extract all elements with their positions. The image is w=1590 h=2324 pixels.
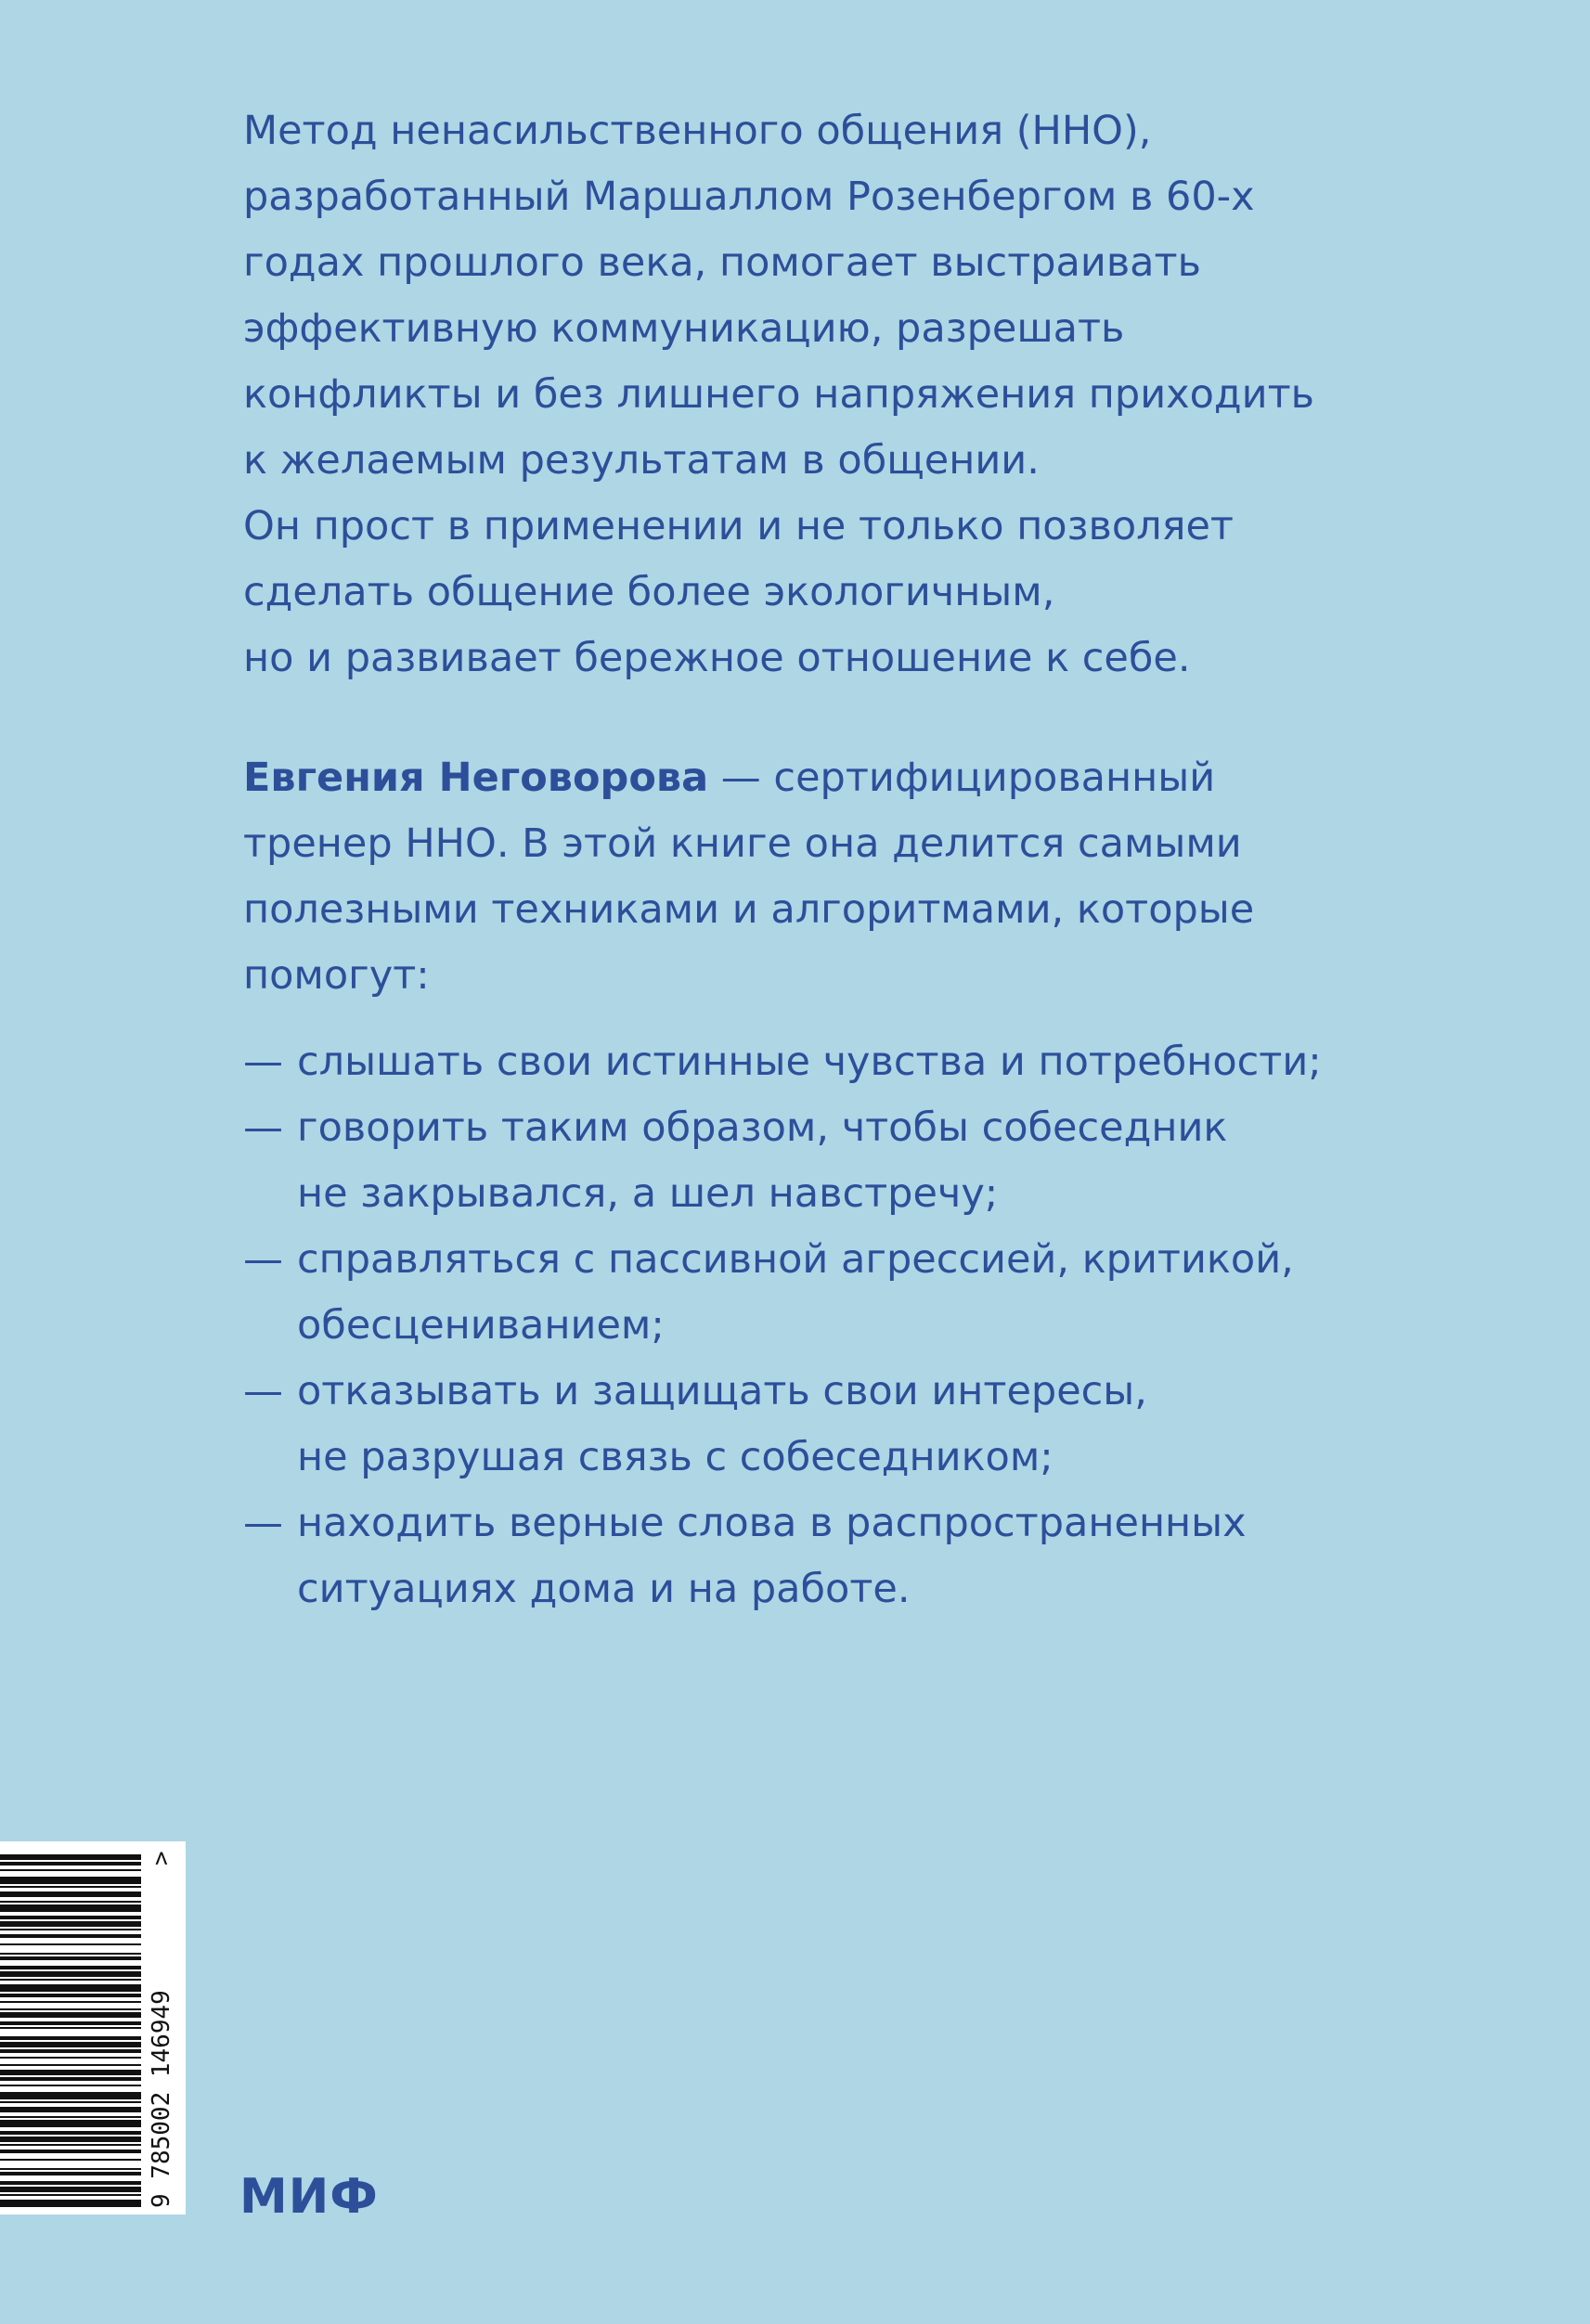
list-item [243,1227,1394,1359]
benefits-list [243,1029,1394,1622]
barcode-bar [0,1862,141,1866]
intro-line: разработанный Маршаллом Розенбергом в 60-х [243,174,1255,220]
isbn-barcode [0,1841,186,2214]
list-item-text: находить верные слова в распространенных [297,1500,1247,1546]
list-dash: — [243,1104,283,1151]
barcode-bar [0,1971,141,1977]
barcode-bar [0,1984,141,1992]
barcode-bar [0,2070,141,2075]
barcode-bar [0,1916,141,1919]
list-item-text: не разрушая связь с собеседником; [297,1434,1054,1480]
author-line [243,745,1394,811]
barcode-bar [0,2194,141,2196]
list-dash: — [243,1039,283,1085]
publisher-logo: МИФ [239,2169,379,2225]
intro-line: Метод ненасильственного общения (ННО), [243,108,1152,154]
list-dash: — [243,1236,283,1283]
isbn-arrow: > [148,1851,175,1866]
barcode-bar [0,2077,141,2081]
author-paragraph [243,745,1394,1009]
author-line: полезными техниками и алгоритмами, которые [243,886,1255,933]
barcode-bars [0,1854,141,2207]
barcode-bar [0,2008,141,2010]
list-item-text: ситуациях дома и на работе. [297,1566,911,1612]
list-item [243,1359,1394,1491]
list-dash: — [243,1368,283,1414]
list-item-text: не закрывался, а шел навстречу; [297,1170,999,1217]
list-item [243,1491,1394,1622]
barcode-bar [0,1891,141,1897]
list-dash: — [243,1500,283,1546]
barcode-bar [0,1994,141,1997]
isbn-digits: 9 785002 146949 [148,1990,175,2208]
intro-line: сделать общение более экологичным, [243,569,1055,615]
list-item-text: слышать свои истинные чувства и потребности; [297,1039,1322,1085]
barcode-bar [0,1921,141,1927]
barcode-bar [0,2150,141,2153]
author-line: тренер ННО. В этой книге она делится самыми [243,820,1242,867]
barcode-bar [0,2049,141,2053]
list-item-text: отказывать и защищать свои интересы, [297,1368,1147,1414]
intro-paragraph [243,98,1394,691]
barcode-bar [0,2064,141,2066]
barcode-bar [0,2116,141,2118]
intro-line: Он прост в применении и не только позволяет [243,503,1234,549]
barcode-bar [0,2120,141,2127]
barcode-bar [0,2057,141,2059]
barcode-graphic [0,1841,186,2214]
list-item-text: справляться с пассивной агрессией, критикой, [297,1236,1294,1283]
barcode-bar [0,1929,141,1930]
barcode-bar [0,2012,141,2018]
barcode-bar [0,2042,141,2047]
intro-line: но и развивает бережное отношение к себе. [243,635,1191,681]
author-name: Евгения Неговорова [243,755,709,801]
barcode-bar [0,2159,141,2161]
list-item [243,1029,1394,1095]
barcode-bar [0,1886,141,1888]
barcode-bar [0,1901,141,1903]
barcode-bar [0,2001,141,2003]
list-item-text: говорить таким образом, чтобы собеседник [297,1104,1228,1151]
barcode-bar [0,2131,141,2135]
list-item-text: обесцениванием; [297,1302,665,1349]
intro-line: годах прошлого века, помогает выстраивать [243,239,1201,286]
barcode-bar [0,1869,141,1871]
barcode-bar [0,2036,141,2040]
intro-line: конфликты и без лишнего напряжения приходить [243,371,1314,418]
barcode-bar [0,2092,141,2099]
author-line: помогут: [243,952,430,999]
barcode-bar [0,2107,141,2112]
barcode-bar [0,2027,141,2029]
intro-line: к желаемым результатам в общении. [243,437,1040,484]
back-cover-text [243,98,1394,1622]
barcode-bar [0,2168,141,2170]
barcode-bar [0,2181,141,2185]
barcode-bar [0,1943,141,1945]
barcode-bar [0,2137,141,2142]
barcode-bar [0,1966,141,1969]
barcode-bar [0,2101,141,2103]
barcode-bar [0,1953,141,1955]
barcode-bar [0,1979,141,1981]
intro-line: эффективную коммуникацию, разрешать [243,305,1125,352]
barcode-bar [0,2200,141,2207]
barcode-bar [0,1877,141,1884]
barcode-bar [0,1934,141,1938]
barcode-bar [0,1956,141,1960]
barcode-bar [0,2144,141,2146]
barcode-bar [0,2187,141,2192]
barcode-bar [0,1904,141,1912]
barcode-bar [0,2085,141,2086]
barcode-bar [0,1854,141,1860]
author-role: — сертифицированный [708,755,1216,801]
barcode-bar [0,2172,141,2176]
barcode-bar [0,2021,141,2025]
list-item [243,1095,1394,1227]
